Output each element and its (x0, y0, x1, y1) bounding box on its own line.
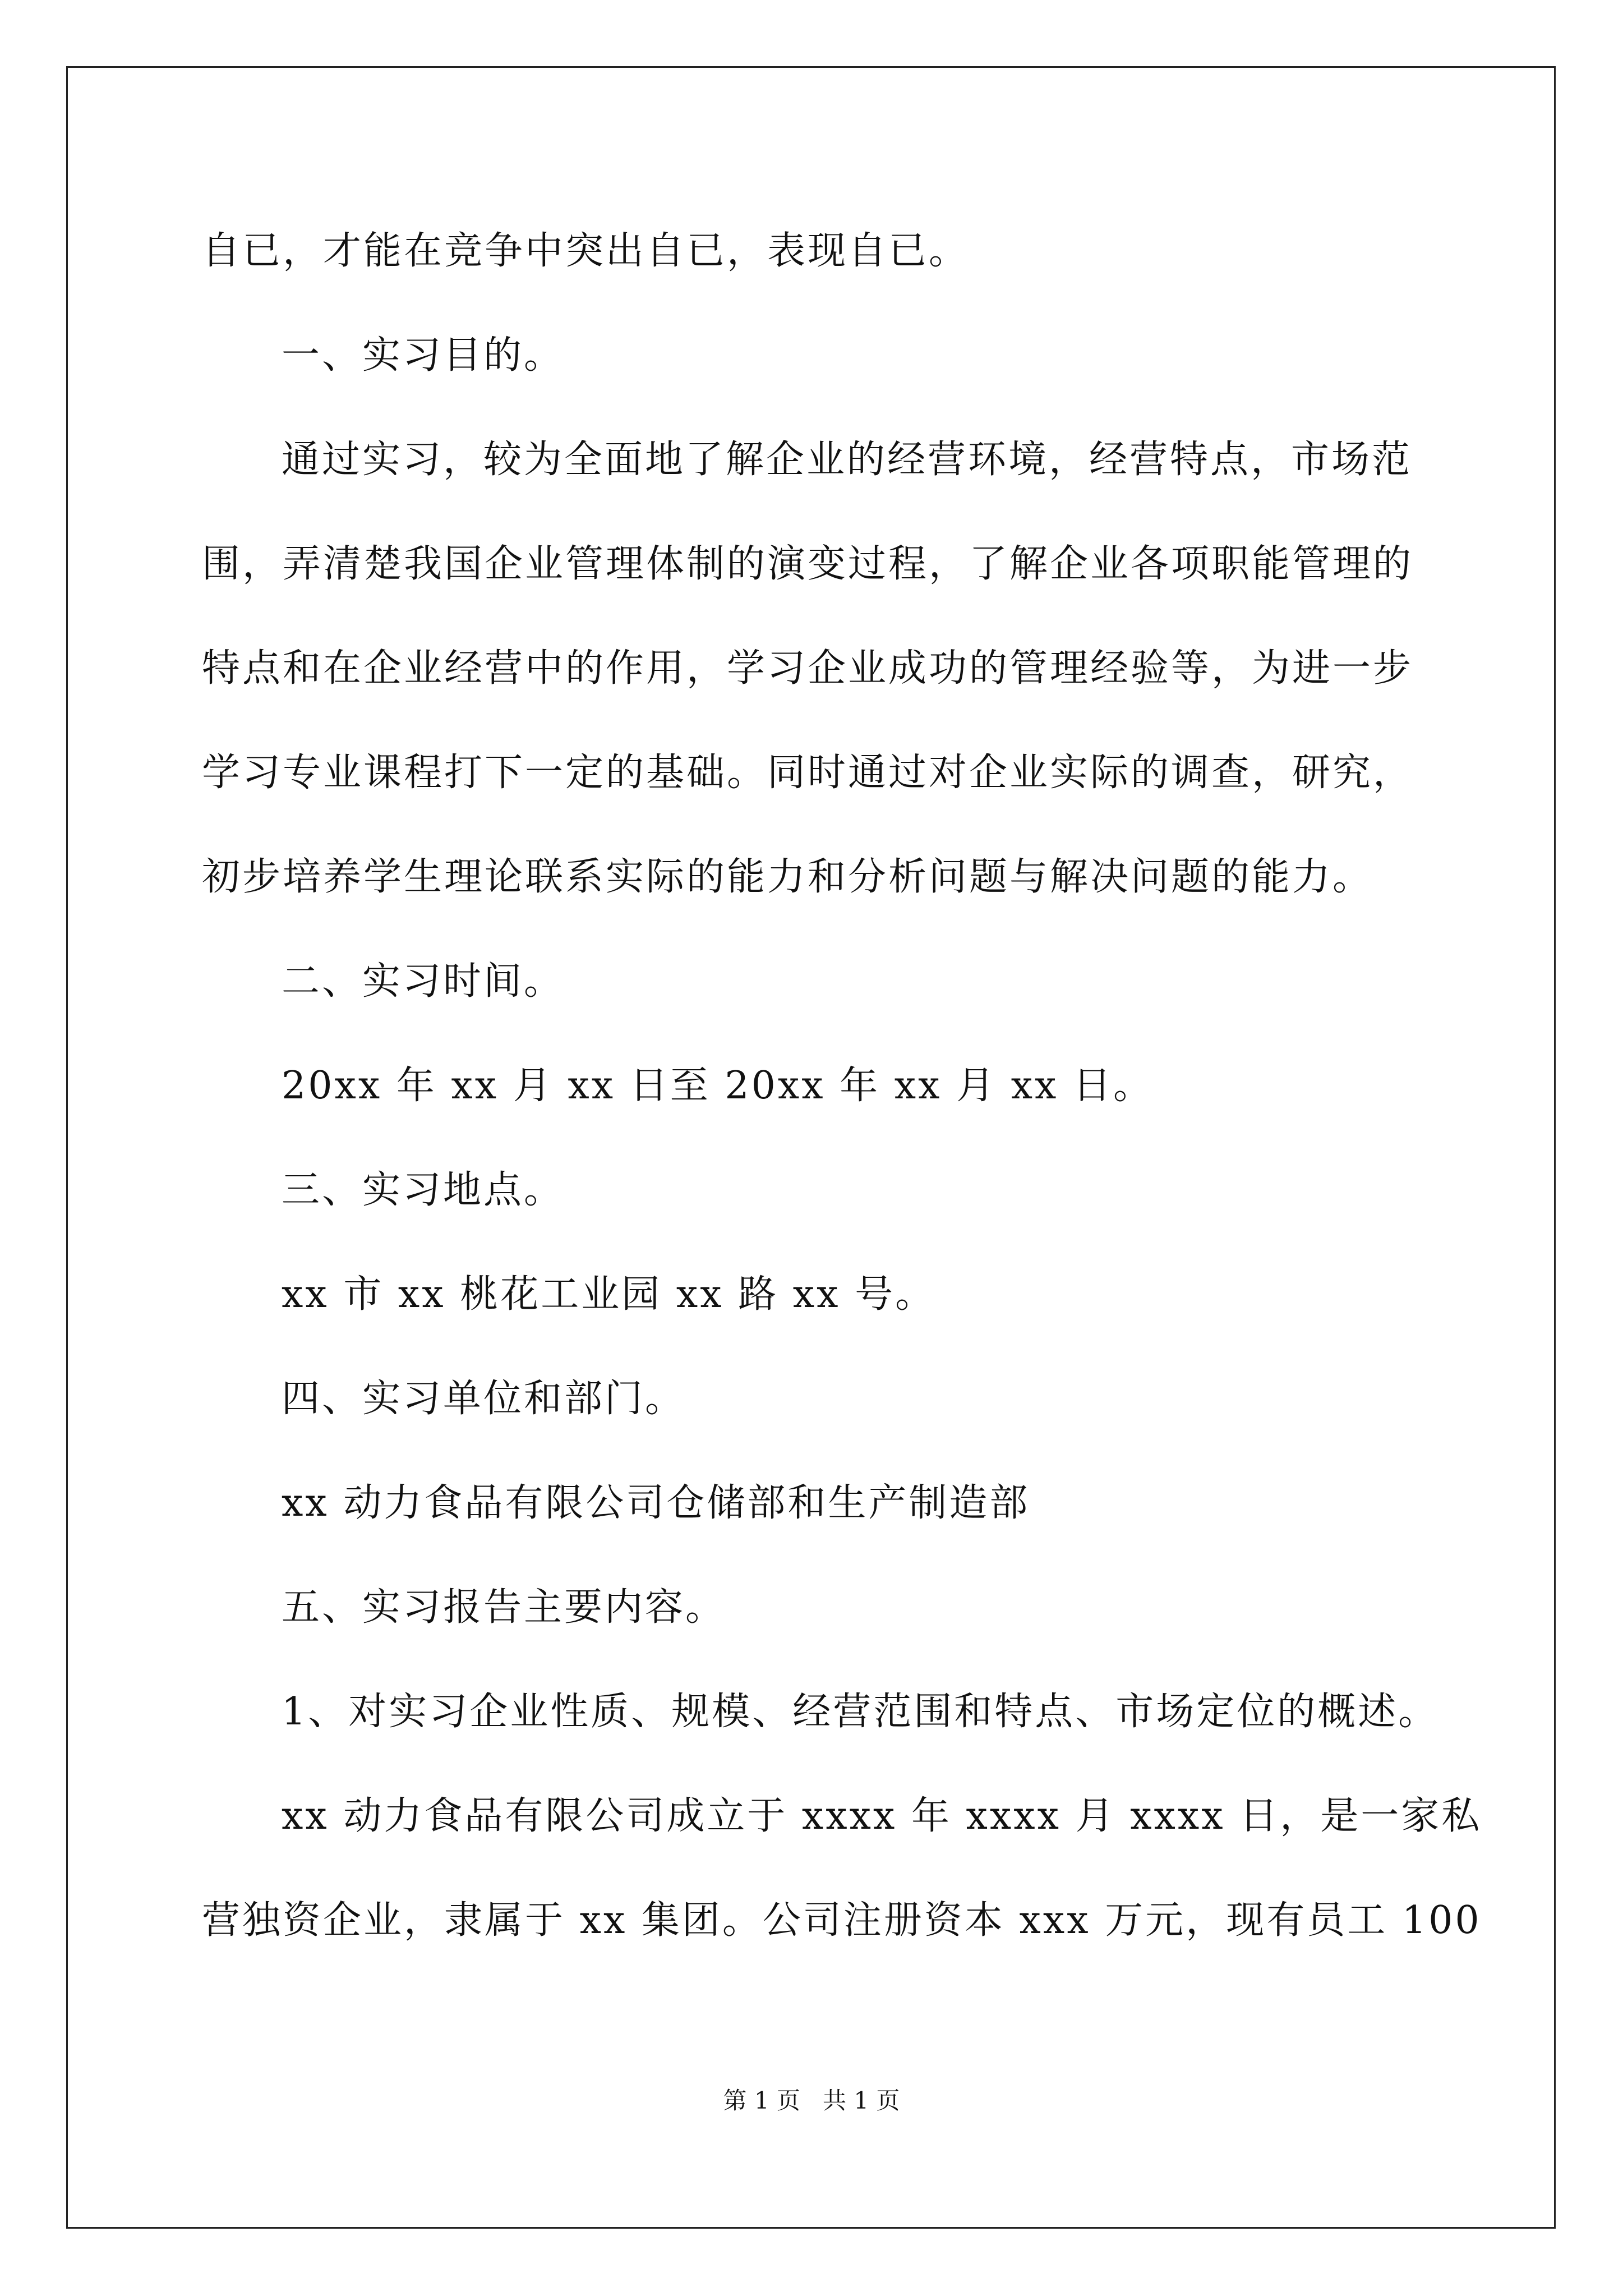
text-line-11: xx 市 xx 桃花工业园 xx 路 xx 号。 (282, 1272, 936, 1317)
text-line-4: 围，弄清楚我国企业管理体制的演变过程，了解企业各项职能管理的 (202, 542, 1414, 586)
text-line-17: 营独资企业，隶属于 xx 集团。公司注册资本 xxx 万元，现有员工 100 (202, 1898, 1482, 1943)
text-line-1: 自已，才能在竞争中突出自已，表现自已。 (202, 229, 970, 273)
text-line-15: 1、对实习企业性质、规模、经营范围和特点、市场定位的概述。 (282, 1690, 1439, 1734)
heading-unit: 四、实习单位和部门。 (282, 1377, 686, 1421)
text-line-5: 特点和在企业经营中的作用，学习企业成功的管理经验等，为进一步 (202, 646, 1414, 691)
heading-time: 二、实习时间。 (282, 959, 565, 1004)
document-body (202, 224, 1482, 1998)
text-line-9: 20xx 年 xx 月 xx 日至 20xx 年 xx 月 xx 日。 (282, 1064, 1154, 1108)
page-footer: 第 1 页 共 1 页 (723, 2087, 900, 2114)
text-line-13: xx 动力食品有限公司仓储部和生产制造部 (282, 1481, 1030, 1525)
heading-content: 五、实习报告主要内容。 (282, 1585, 726, 1630)
text-line-6: 学习专业课程打下一定的基础。同时通过对企业实际的调查，研究， (202, 751, 1414, 795)
heading-purpose: 一、实习目的。 (282, 333, 565, 378)
heading-location: 三、实习地点。 (282, 1168, 565, 1212)
text-line-16: xx 动力食品有限公司成立于 xxxx 年 xxxx 月 xxxx 日，是一家私 (282, 1794, 1482, 1838)
text-line-7: 初步培养学生理论联系实际的能力和分析问题与解决问题的能力。 (202, 855, 1373, 899)
text-line-3: 通过实习，较为全面地了解企业的经营环境，经营特点，市场范 (282, 438, 1413, 482)
